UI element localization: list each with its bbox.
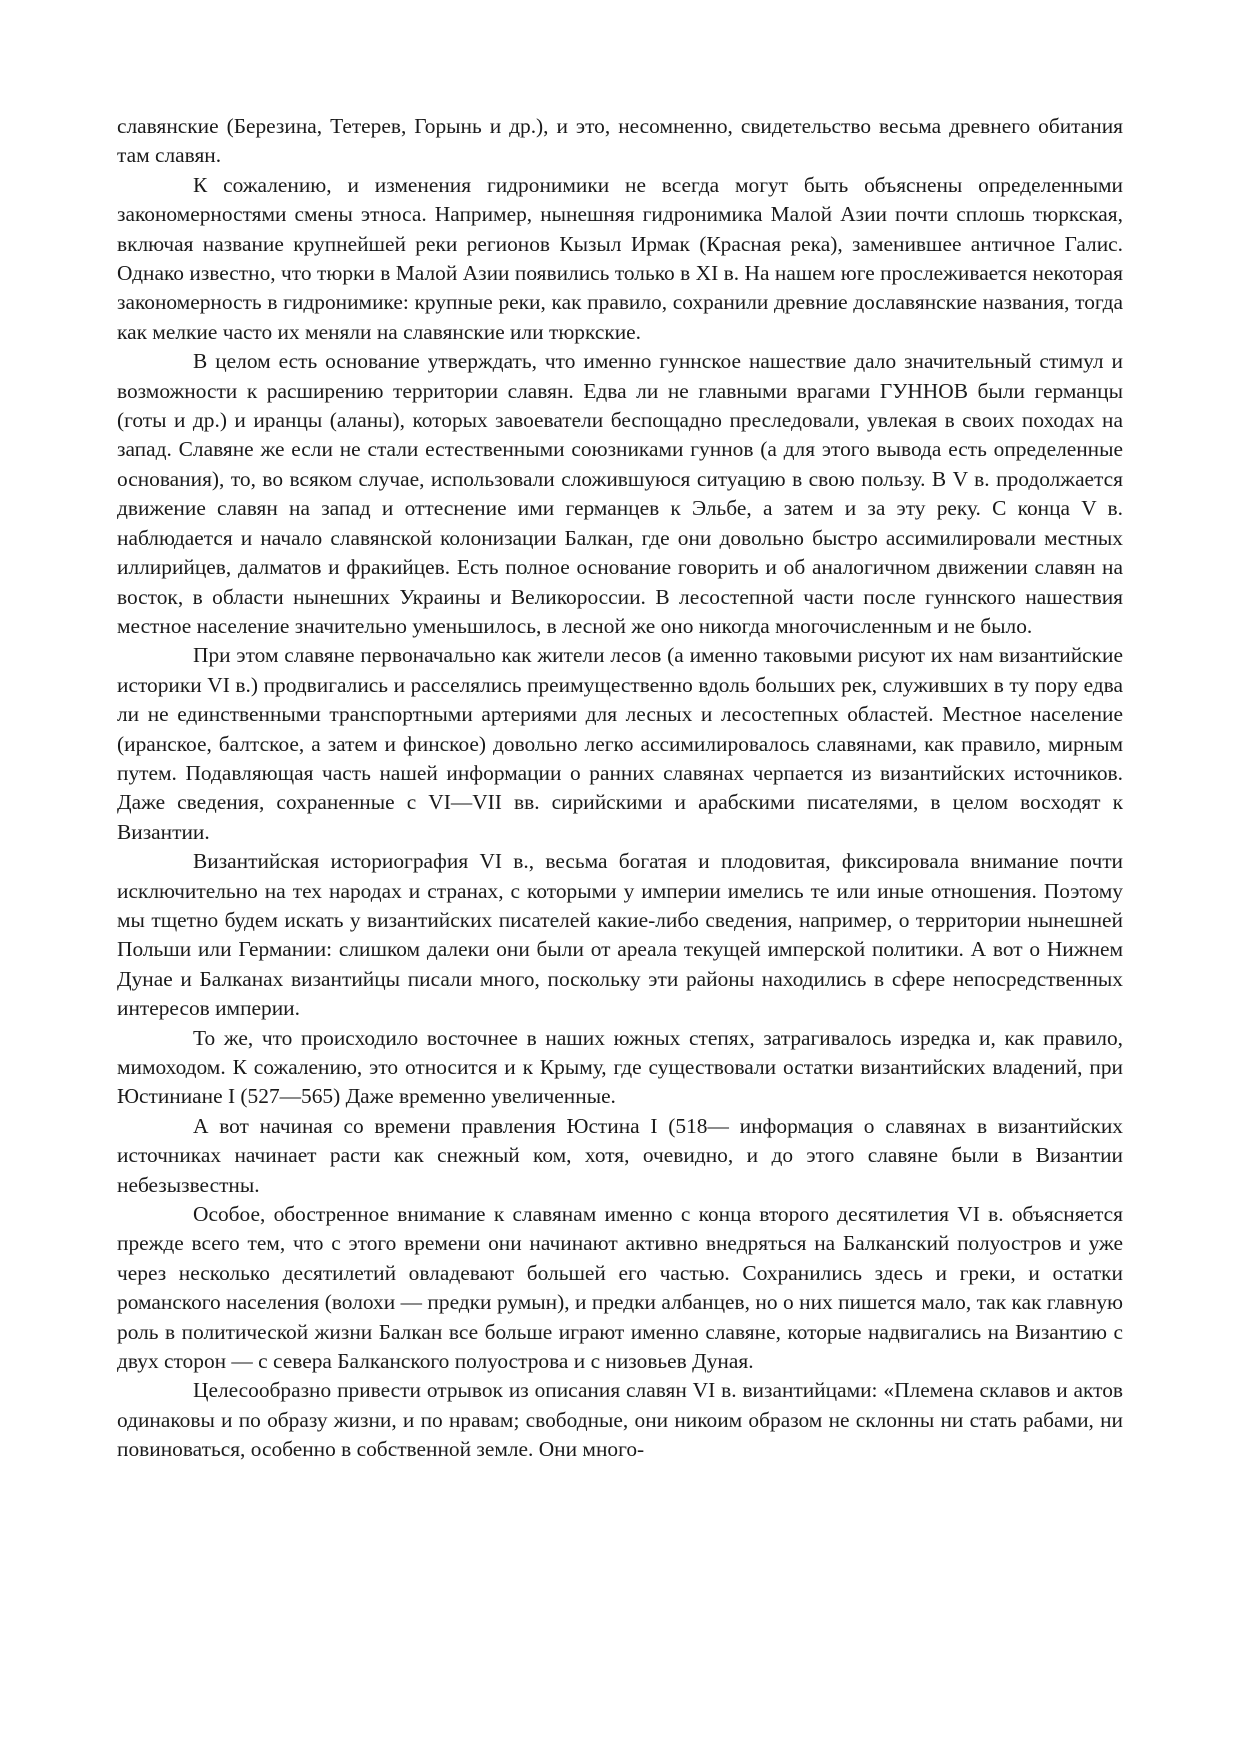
paragraph-1: славянские (Березина, Тетерев, Горынь и др.), и это, несомненно, свидетельство весьма древнего обитания там славян. xyxy=(117,114,1123,168)
paragraph-2: К сожалению, и изменения гидронимики не всегда могут быть объяснены определенными закономерностями смены этноса. Например, нынешняя гидронимика Малой Азии почти сплошь тюркская, включая название крупнейшей реки регионов Кызыл Ирмак (Красная река), заменившее античное Галис. Однако известно, что тюрки в Малой Азии появились только в XI в. На нашем юге прослеживается некоторая закономерность в гидронимике: крупные реки, как правило, сохранили древние дославянские названия, тогда как мелкие часто их меняли на славянские или тюркские. xyxy=(117,172,1123,344)
paragraph-6: То же, что происходило восточнее в наших южных степях, затрагивалось изредка и, как правило, мимоходом. К сожалению, это относится и к Крыму, где существовали остатки византийских владений, при Юстиниане I (527—565) Даже временно увеличенные. xyxy=(117,1025,1123,1109)
paragraph-5: Византийская историография VI в., весьма богатая и плодовитая, фиксировала внимание почти исключительно на тех народах и странах, с которыми у империи имелись те или иные отношения. Поэтому мы тщетно будем искать у византийских писателей какие-либо сведения, например, о территории нынешней Польши или Германии: слишком далеки они были от ареала текущей имперской политики. А вот о Нижнем Дунае и Балканах византийцы писали много, поскольку эти районы находились в сфере непосредственных интересов империи. xyxy=(117,849,1123,1021)
paragraph-7: А вот начиная со времени правления Юстина I (518— информация о славянах в византийских источниках начинает расти как снежный ком, хотя, очевидно, и до этого славяне были в Византии небезызвестны. xyxy=(117,1113,1123,1197)
paragraph-3: В целом есть основание утверждать, что именно гуннское нашествие дало значительный стимул и возможности к расширению территории славян. Едва ли не главными врагами ГУННОВ были германцы (готы и др.) и иранцы (аланы), которых завоеватели беспощадно преследовали, увлекая в своих походах на запад. Славяне же если не стали естественными союзниками гуннов (а для этого вывода есть определенные основания), то, во всяком случае, использовали сложившуюся ситуацию в свою пользу. В V в. продолжается движение славян на запад и оттеснение ими германцев к Эльбе, а затем и за эту реку. С конца V в. наблюдается и начало славянской колонизации Балкан, где они довольно быстро ассимилировали местных иллирийцев, далматов и фракийцев. Есть полное основание говорить и об аналогичном движении славян на восток, в области нынешних Украины и Великороссии. В лесостепной части после гуннского нашествия местное население значительно уменьшилось, в лесной же оно никогда многочисленным и не было. xyxy=(117,349,1123,638)
paragraph-4: При этом славяне первоначально как жители лесов (а именно таковыми рисуют их нам византийские историки VI в.) продвигались и расселялись преимущественно вдоль больших рек, служивших в ту пору едва ли не единственными транспортными артериями для лесных и лесостепных областей. Местное население (иранское, балтское, а затем и финское) довольно легко ассимилировалось славянами, как правило, мирным путем. Подавляющая часть нашей информации о ранних славянах черпается из византийских источников. Даже сведения, сохраненные с VI—VII вв. сирийскими и арабскими писателями, в целом восходят к Византии. xyxy=(117,643,1123,844)
paragraph-9: Целесообразно привести отрывок из описания славян VI в. византийцами: «Племена склавов и актов одинаковы и по образу жизни, и по нравам; свободные, они никоим образом не склонны ни стать рабами, ни повиноваться, особенно в собственной земле. Они много- xyxy=(117,1378,1123,1462)
paragraph-8: Особое, обостренное внимание к славянам именно с конца второго десятилетия VI в. объясняется прежде всего тем, что с этого времени они начинают активно внедряться на Балканский полуостров и уже через несколько десятилетий овладевают большей его частью. Сохранились здесь и греки, и остатки романского населения (волохи — предки румын), и предки албанцев, но о них пишется мало, так как главную роль в политической жизни Балкан все больше играют именно славяне, которые надвигались на Византию с двух сторон — с севера Балканского полуострова и с низовьев Дуная. xyxy=(117,1202,1123,1374)
document-page xyxy=(117,112,1123,1465)
